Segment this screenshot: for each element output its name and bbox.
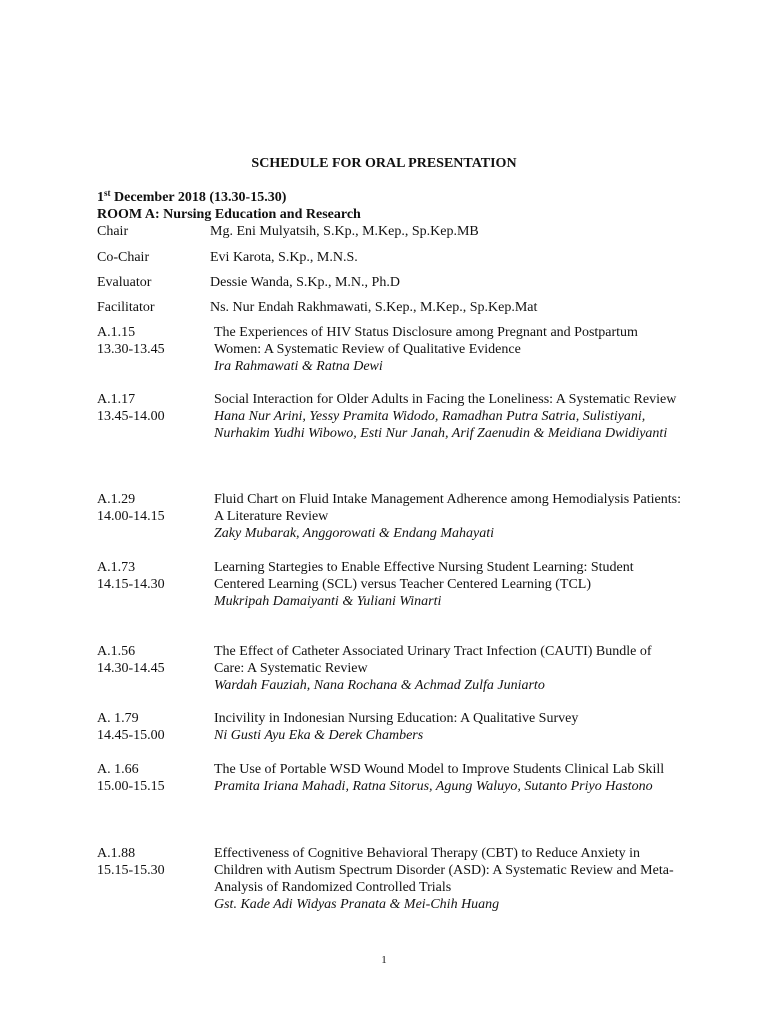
presentation-paper bbox=[214, 643, 684, 694]
presentation-title: The Experiences of HIV Status Disclosure among Pregnant and Postpartum Women: A Systematic Review of Qualitative Evidence bbox=[214, 325, 638, 357]
session-room: ROOM A: Nursing Education and Research bbox=[97, 207, 361, 222]
presentation-time: 15.00-15.15 bbox=[97, 779, 165, 794]
presentation-authors: Ira Rahmawati & Ratna Dewi bbox=[214, 359, 383, 374]
role-name: Ns. Nur Endah Rakhmawati, S.Kep., M.Kep., Sp.Kep.Mat bbox=[210, 300, 538, 315]
page-title: SCHEDULE FOR ORAL PRESENTATION bbox=[251, 156, 517, 171]
presentation-code: A.1.29 bbox=[97, 492, 136, 507]
role-name: Mg. Eni Mulyatsih, S.Kp., M.Kep., Sp.Kep.MB bbox=[210, 224, 479, 239]
date-suffix: st bbox=[104, 188, 111, 198]
role-label: Facilitator bbox=[97, 300, 155, 315]
presentation-code: A. 1.79 bbox=[97, 711, 139, 726]
presentation-title: Learning Startegies to Enable Effective Nursing Student Learning: Student Centered Learning (SCL) versus Teacher Centered Learning (TCL) bbox=[214, 560, 634, 592]
presentation-title: Fluid Chart on Fluid Intake Management Adherence among Hemodialysis Patients: A Literature Review bbox=[214, 492, 681, 524]
presentation-authors: Ni Gusti Ayu Eka & Derek Chambers bbox=[214, 728, 424, 743]
presentation-title: Incivility in Indonesian Nursing Education: A Qualitative Survey bbox=[214, 711, 579, 726]
role-label: Chair bbox=[97, 224, 129, 239]
presentation-title: Effectiveness of Cognitive Behavioral Therapy (CBT) to Reduce Anxiety in Children with Autism Spectrum Disorder (ASD): A Systematic Review and Meta-Analysis of Randomized Controlled Trials bbox=[214, 846, 674, 895]
presentation-authors: Pramita Iriana Mahadi, Ratna Sitorus, Agung Waluyo, Sutanto Priyo Hastono bbox=[214, 779, 653, 794]
presentation-authors: Zaky Mubarak, Anggorowati & Endang Mahayati bbox=[214, 526, 494, 541]
presentation-title: The Use of Portable WSD Wound Model to Improve Students Clinical Lab Skill bbox=[214, 762, 665, 777]
presentation-time: 15.15-15.30 bbox=[97, 863, 165, 878]
date-day: 1 bbox=[97, 190, 104, 205]
presentation-time: 14.45-15.00 bbox=[97, 728, 165, 743]
presentation-code: A. 1.66 bbox=[97, 762, 139, 777]
presentation-code: A.1.15 bbox=[97, 325, 136, 340]
presentation-authors: Gst. Kade Adi Widyas Pranata & Mei-Chih Huang bbox=[214, 897, 500, 912]
role-name: Evi Karota, S.Kp., M.N.S. bbox=[210, 250, 358, 265]
presentation-time: 14.15-14.30 bbox=[97, 577, 165, 592]
presentation-authors: Mukripah Damaiyanti & Yuliani Winarti bbox=[214, 594, 442, 609]
presentation-time: 14.30-14.45 bbox=[97, 661, 165, 676]
presentation-authors: Hana Nur Arini, Yessy Pramita Widodo, Ramadhan Putra Satria, Sulistiyani, Nurhakim Yudhi Wibowo, Esti Nur Janah, Arif Zaenudin & Meidiana Dwidiyanti bbox=[214, 409, 668, 441]
session-date bbox=[97, 189, 286, 206]
page-number: 1 bbox=[381, 954, 387, 966]
presentation-paper bbox=[214, 761, 684, 795]
presentation-authors: Wardah Fauziah, Nana Rochana & Achmad Zulfa Juniarto bbox=[214, 678, 545, 693]
presentation-paper bbox=[214, 559, 684, 610]
presentation-time: 13.30-13.45 bbox=[97, 342, 165, 357]
presentation-paper bbox=[214, 324, 684, 375]
role-label: Evaluator bbox=[97, 275, 152, 290]
presentation-paper bbox=[214, 491, 684, 542]
presentation-paper bbox=[214, 845, 684, 913]
date-rest: December 2018 (13.30-15.30) bbox=[110, 190, 287, 205]
presentation-title: Social Interaction for Older Adults in Facing the Loneliness: A Systematic Review bbox=[214, 392, 677, 407]
presentation-paper bbox=[214, 391, 684, 442]
presentation-code: A.1.88 bbox=[97, 846, 136, 861]
presentation-paper bbox=[214, 710, 684, 744]
presentation-title: The Effect of Catheter Associated Urinary Tract Infection (CAUTI) Bundle of Care: A Systematic Review bbox=[214, 644, 652, 676]
presentation-time: 13.45-14.00 bbox=[97, 409, 165, 424]
presentation-code: A.1.73 bbox=[97, 560, 136, 575]
presentation-time: 14.00-14.15 bbox=[97, 509, 165, 524]
presentation-code: A.1.56 bbox=[97, 644, 136, 659]
presentation-code: A.1.17 bbox=[97, 392, 136, 407]
role-name: Dessie Wanda, S.Kp., M.N., Ph.D bbox=[210, 275, 400, 290]
role-label: Co-Chair bbox=[97, 250, 150, 265]
